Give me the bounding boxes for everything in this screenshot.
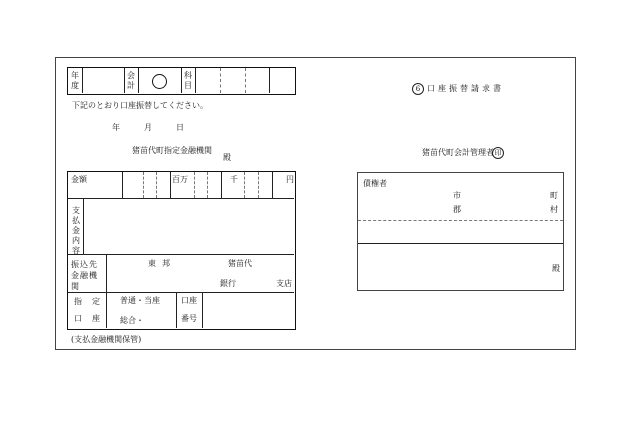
date-day: 日 — [176, 123, 184, 132]
account-number-label-1: 口座 — [181, 296, 197, 305]
date-year: 年 — [112, 123, 120, 132]
transfer-bank-label: 振込先金融機関 — [71, 260, 98, 291]
accounting-label: 会計 — [127, 71, 135, 90]
transfer-bank-suffix: 銀行 — [220, 279, 236, 288]
account-number-label-2: 番号 — [181, 314, 197, 323]
account-label: 口座 — [74, 314, 110, 323]
payment-content-label: 支払金内容 — [72, 206, 80, 255]
creditor-city: 市 — [453, 191, 461, 200]
amount-unit-yen: 円 — [286, 175, 294, 184]
creditor-box — [357, 172, 564, 291]
manager-seal-icon: 印 — [492, 147, 504, 159]
main-form — [67, 171, 296, 330]
creditor-field[interactable] — [358, 221, 563, 290]
creditor-honorific: 殿 — [552, 264, 560, 273]
transfer-bank-field[interactable] — [107, 255, 294, 292]
creditor-label: 債権者 — [363, 179, 387, 188]
transfer-branch-suffix: 支店 — [276, 279, 292, 288]
amount-label: 金額 — [71, 175, 87, 184]
transfer-branch-name: 猪苗代 — [228, 259, 252, 268]
transfer-bank-name: 東邦 — [148, 259, 176, 268]
designated-label: 指定 — [74, 297, 110, 306]
creditor-village: 村 — [550, 205, 558, 214]
account-type-2: 総合・ — [120, 316, 144, 325]
footer-note: (支払金融機関保管) — [71, 335, 142, 344]
manager-name: 猪苗代町会計管理者 — [422, 148, 494, 157]
account-type-1: 普通・当座 — [120, 296, 160, 305]
amount-unit-hyakuman: 百万 — [172, 175, 188, 184]
item-label: 科目 — [184, 71, 192, 90]
recipient-bank: 猪苗代町指定金融機関 — [132, 146, 212, 155]
fiscal-year-field[interactable] — [83, 68, 123, 93]
account-number-field[interactable] — [203, 293, 294, 328]
form-title: 口座振替請求書 — [427, 84, 504, 93]
creditor-county: 郡 — [453, 205, 461, 214]
recipient-honorific: 殿 — [223, 153, 231, 162]
creditor-town: 町 — [550, 191, 558, 200]
instruction-text: 下記のとおり口座振替してください。 — [72, 101, 208, 110]
date-month: 月 — [144, 123, 152, 132]
payment-content-field[interactable] — [84, 199, 294, 254]
form-number-stamp: 6 — [412, 83, 424, 95]
fiscal-year-label: 年度 — [71, 71, 79, 90]
circle-seal-icon — [152, 74, 167, 89]
header-box — [67, 67, 296, 95]
amount-unit-sen: 千 — [230, 175, 238, 184]
amount-field[interactable] — [123, 172, 293, 198]
